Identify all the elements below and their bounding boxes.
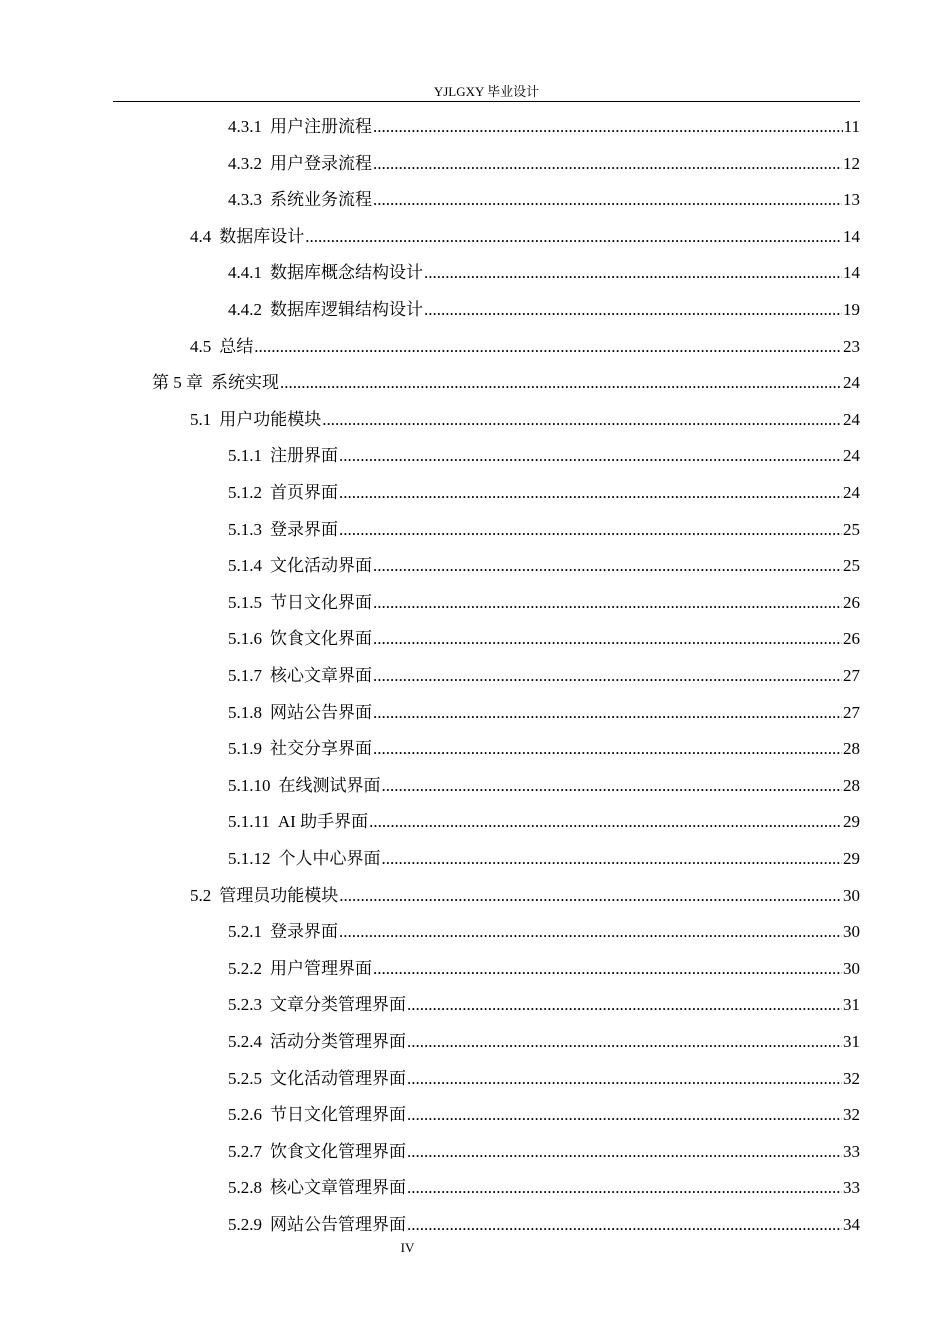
toc-entry-title: 节日文化管理界面 (270, 1105, 406, 1125)
toc-entry-title: 在线测试界面 (278, 775, 381, 795)
toc-entry-title: 管理员功能模块 (219, 885, 339, 905)
header-rule (113, 101, 860, 102)
toc-entry[interactable] (228, 987, 860, 1023)
toc-entry-number: 5.1.10 (228, 775, 271, 795)
toc-entry-number: 5.2 (190, 885, 212, 905)
toc-entry-title: 个人中心界面 (278, 849, 381, 868)
toc-dot-leader (339, 520, 842, 540)
toc-dot-leader (382, 849, 843, 869)
toc-entry[interactable] (228, 695, 860, 731)
toc-entry-number: 5.1 (190, 409, 212, 429)
toc-entry-number: 5.1.1 (228, 446, 262, 466)
toc-entry-page: 26 (843, 629, 860, 649)
toc-entry-title: 用户登录流程 (270, 153, 372, 173)
toc-entry-page: 24 (843, 409, 860, 429)
toc-entry-title: 用户功能模块 (219, 409, 322, 429)
toc-entry[interactable] (190, 402, 860, 438)
toc-entry-page: 28 (843, 775, 860, 795)
toc-entry-page: 27 (843, 702, 860, 722)
toc-entry-number: 5.1.7 (228, 666, 262, 685)
toc-dot-leader (280, 373, 842, 393)
toc-entry[interactable] (228, 1024, 860, 1060)
toc-entry-page: 32 (843, 1105, 860, 1125)
toc-dot-leader (322, 410, 842, 430)
toc-entry-number: 5.2.9 (228, 1215, 262, 1234)
toc-entry[interactable] (228, 951, 860, 987)
toc-entry[interactable] (228, 512, 860, 548)
toc-entry-page: 19 (843, 300, 860, 319)
toc-entry[interactable] (228, 182, 860, 218)
toc-entry-number: 5.2.2 (228, 958, 262, 978)
toc-entry-number: 4.4.1 (228, 263, 262, 283)
toc-entry[interactable] (228, 146, 860, 182)
toc-entry[interactable] (228, 1097, 860, 1133)
toc-entry-number: 5.1.4 (228, 556, 262, 576)
toc-dot-leader (339, 483, 842, 503)
toc-dot-leader (373, 739, 842, 759)
toc-dot-leader (339, 922, 842, 942)
toc-entry-page: 31 (843, 995, 860, 1015)
toc-dot-leader (407, 1105, 842, 1125)
toc-entry[interactable] (228, 768, 860, 804)
toc-entry-page: 24 (843, 373, 860, 393)
toc-entry-page: 14 (843, 263, 860, 283)
toc-dot-leader (373, 117, 843, 137)
toc-entry-page: 32 (843, 1068, 860, 1088)
toc-entry[interactable] (228, 841, 860, 877)
toc-dot-leader (373, 703, 842, 723)
toc-entry[interactable] (228, 475, 860, 511)
toc-entry-title: 总结 (219, 336, 254, 356)
toc-entry-page: 30 (843, 958, 860, 978)
toc-dot-leader (339, 886, 842, 906)
toc-entry-title: 首页界面 (270, 483, 338, 502)
toc-dot-leader (339, 446, 842, 466)
toc-dot-leader (407, 1142, 842, 1162)
toc-dot-leader (369, 812, 842, 832)
toc-entry-number: 5.2.8 (228, 1178, 262, 1198)
toc-entry-title: 饮食文化界面 (270, 629, 372, 649)
toc-entry-title: 文化活动界面 (270, 556, 372, 576)
toc-dot-leader (373, 666, 842, 686)
toc-entry-number: 5.2.3 (228, 995, 262, 1015)
toc-entry-page: 25 (843, 556, 860, 576)
toc-entry[interactable] (228, 438, 860, 474)
toc-entry-title: 文章分类管理界面 (270, 995, 406, 1015)
toc-entry[interactable] (190, 329, 860, 365)
toc-entry[interactable] (228, 731, 860, 767)
toc-entry-title: 网站公告界面 (270, 702, 372, 722)
toc-entry-number: 5.2.1 (228, 922, 262, 942)
toc-entry-title: 系统业务流程 (270, 190, 372, 210)
toc-dot-leader (407, 1178, 842, 1198)
toc-entry-page: 30 (843, 922, 860, 942)
toc-entry-page: 29 (843, 849, 860, 868)
toc-entry-title: 用户注册流程 (270, 117, 372, 136)
toc-entry[interactable] (152, 365, 860, 401)
toc-entry-title: 节日文化界面 (270, 592, 372, 612)
toc-entry-title: 网站公告管理界面 (270, 1215, 406, 1234)
toc-entry-number: 4.3.2 (228, 153, 262, 173)
toc-entry-number: 5.1.3 (228, 519, 262, 539)
toc-dot-leader (407, 1032, 842, 1052)
toc-entry-title: 登录界面 (270, 519, 338, 539)
toc-dot-leader (254, 337, 842, 357)
toc-dot-leader (424, 300, 842, 320)
toc-entry-number: 4.4.2 (228, 300, 262, 319)
toc-entry-number: 5.1.12 (228, 849, 271, 868)
toc-entry[interactable] (228, 109, 860, 145)
page-number: IV (400, 1240, 415, 1255)
toc-entry-page: 14 (843, 226, 860, 246)
toc-entry-page: 28 (843, 739, 860, 759)
toc-entry-page: 34 (843, 1215, 860, 1234)
toc-entry-number: 5.1.8 (228, 702, 262, 722)
toc-entry[interactable] (228, 255, 860, 291)
toc-entry[interactable] (190, 219, 860, 255)
toc-dot-leader (373, 629, 842, 649)
toc-entry-page: 27 (843, 666, 860, 685)
toc-entry-page: 24 (843, 483, 860, 502)
toc-dot-leader (382, 776, 843, 796)
toc-dot-leader (407, 1215, 842, 1235)
toc-entry-title: 注册界面 (270, 446, 338, 466)
toc-entry-title: 核心文章界面 (270, 666, 372, 685)
toc-entry-number: 5.2.5 (228, 1068, 262, 1088)
toc-dot-leader (373, 556, 842, 576)
toc-entry-number: 5.1.2 (228, 483, 262, 502)
toc-entry-page: 29 (843, 812, 860, 832)
toc-entry-page: 25 (843, 519, 860, 539)
toc-entry-title: 数据库设计 (219, 226, 305, 246)
toc-entry-number: 5.1.6 (228, 629, 262, 649)
toc-entry[interactable] (228, 1061, 860, 1097)
toc-entry[interactable] (228, 914, 860, 950)
toc-dot-leader (373, 593, 842, 613)
toc-entry[interactable] (228, 1134, 860, 1170)
page-header: YJLGXY 毕业设计 (433, 84, 540, 99)
toc-entry-page: 24 (843, 446, 860, 466)
toc-entry-title: 核心文章管理界面 (270, 1178, 406, 1198)
toc-entry-page: 31 (843, 1032, 860, 1051)
toc-dot-leader (305, 227, 842, 247)
toc-dot-leader (373, 190, 842, 210)
toc-entry[interactable] (228, 548, 860, 584)
toc-entry[interactable] (190, 878, 860, 914)
toc-entry-page: 26 (843, 592, 860, 612)
toc-entry-number: 5.2.4 (228, 1032, 262, 1051)
toc-entry-number: 4.4 (190, 226, 212, 246)
toc-dot-leader (424, 263, 842, 283)
toc-entry-number: 4.3.1 (228, 117, 262, 136)
toc-entry-number: 4.5 (190, 336, 212, 356)
toc-entry-page: 23 (843, 336, 860, 356)
toc-entry-number: 5.1.9 (228, 739, 262, 759)
toc-entry-number: 第 5 章 (152, 373, 203, 393)
toc-entry-title: 数据库逻辑结构设计 (270, 300, 423, 319)
toc-entry-title: 文化活动管理界面 (270, 1068, 406, 1088)
toc-entry-title: 用户管理界面 (270, 958, 372, 978)
toc-entry[interactable] (228, 1207, 860, 1243)
toc-entry-title: AI 助手界面 (277, 812, 369, 832)
toc-dot-leader (373, 959, 842, 979)
toc-entry-page: 11 (843, 117, 860, 136)
toc-entry-number: 4.3.3 (228, 190, 262, 210)
toc-entry-title: 系统实现 (211, 373, 279, 393)
toc-entry[interactable] (228, 804, 860, 840)
toc-entry-title: 社交分享界面 (270, 739, 372, 759)
toc-entry-number: 5.1.11 (228, 812, 270, 832)
toc-entry-number: 5.2.7 (228, 1141, 262, 1161)
toc-entry-title: 数据库概念结构设计 (270, 263, 423, 283)
toc-entry[interactable] (228, 621, 860, 657)
toc-entry-number: 5.2.6 (228, 1105, 262, 1125)
toc-entry-page: 30 (843, 885, 860, 905)
toc-entry[interactable] (228, 658, 860, 694)
toc-entry-title: 登录界面 (270, 922, 338, 942)
toc-dot-leader (373, 154, 842, 174)
toc-entry-page: 33 (843, 1141, 860, 1161)
toc-entry[interactable] (228, 585, 860, 621)
toc-entry-title: 活动分类管理界面 (270, 1032, 406, 1051)
toc-entry[interactable] (228, 1170, 860, 1206)
toc-dot-leader (407, 995, 842, 1015)
toc-entry-page: 33 (843, 1178, 860, 1198)
toc-entry-page: 12 (843, 153, 860, 173)
toc-dot-leader (407, 1069, 842, 1089)
toc-entry-page: 13 (843, 190, 860, 210)
toc-entry-title: 饮食文化管理界面 (270, 1141, 406, 1161)
toc-entry-number: 5.1.5 (228, 592, 262, 612)
toc-entry[interactable] (228, 292, 860, 328)
